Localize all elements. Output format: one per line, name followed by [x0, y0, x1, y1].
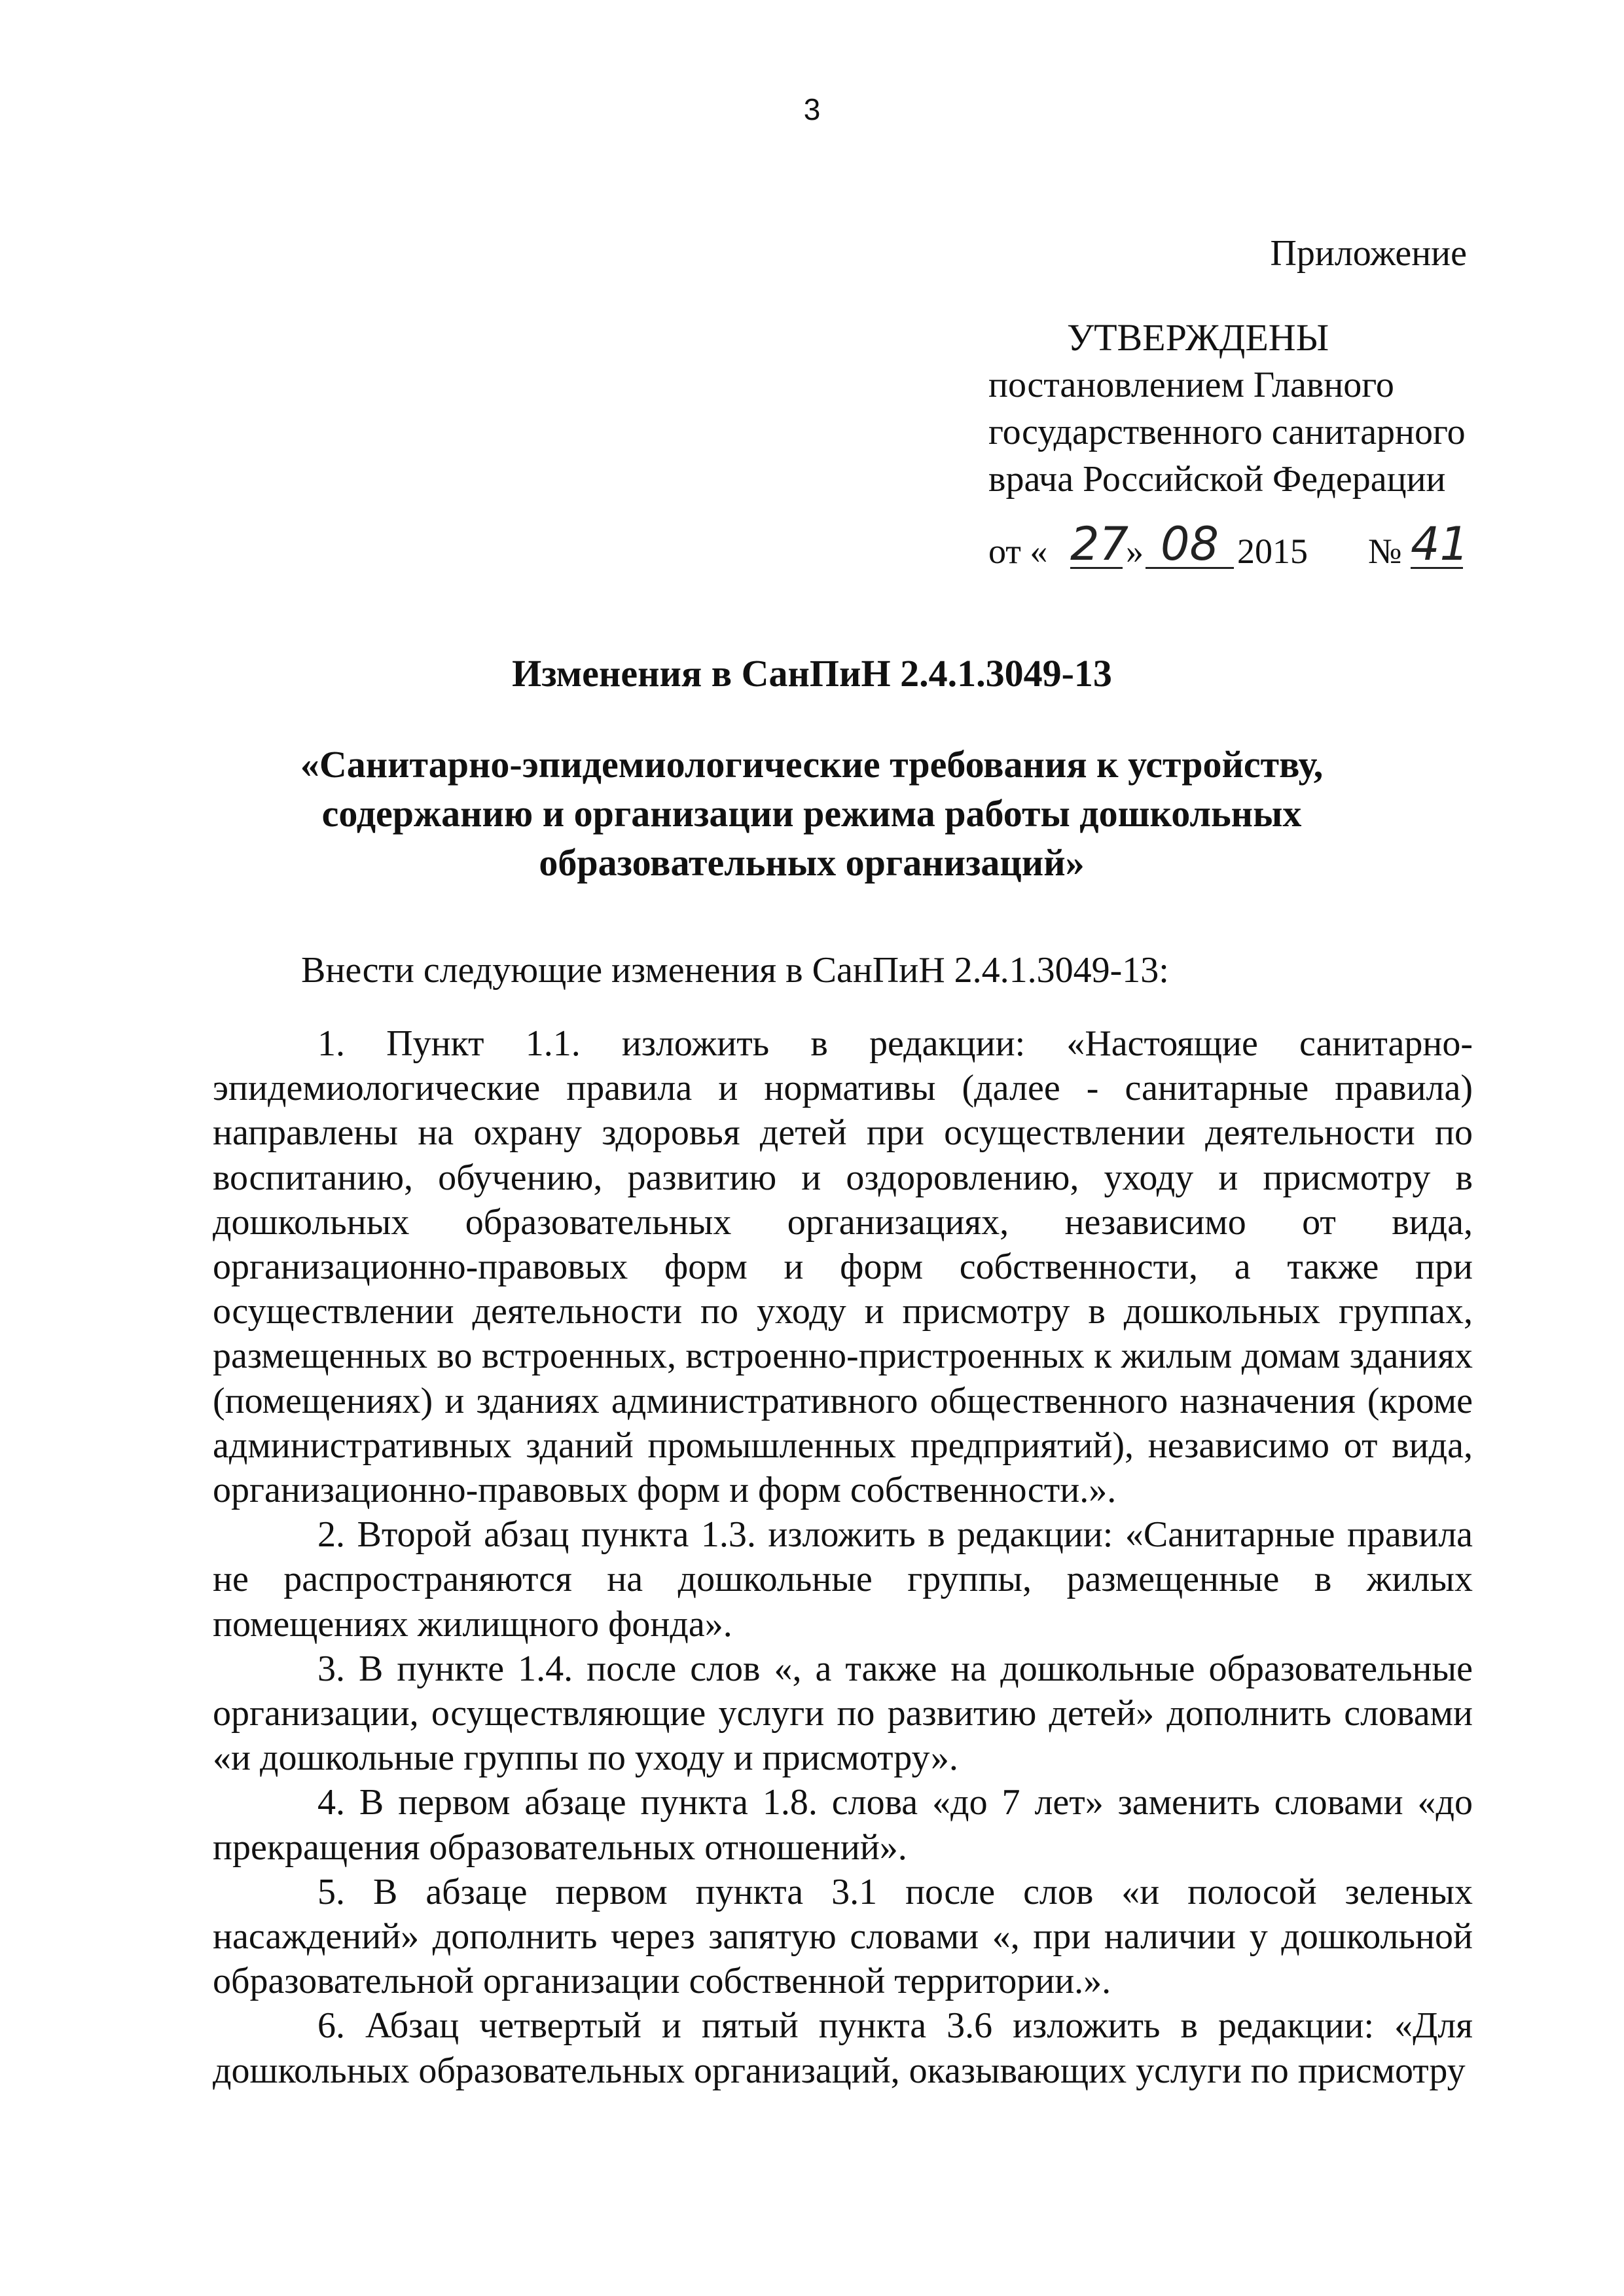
date-year: 2015 — [1237, 532, 1308, 571]
annex-label: Приложение — [1270, 233, 1467, 274]
subtitle-line: образовательных организаций» — [539, 841, 1085, 884]
amendment-item: 1. Пункт 1.1. изложить в редакции: «Настоящие санитарно-эпидемиологические правила и нормативы (далее - санитарные правила) направлены на охрану здоровья детей при осуществлении деятельности по воспитанию, обучению, развитию и оздоровлению, уходу и присмотру в дошкольных образовательных организациях, независимо от вида, организационно-правовых форм и форм собственности, а также при осуществлении деятельности по уходу и присмотру в дошкольных группах, размещенных во встроенных, встроенно-пристроенных к жилым домам зданиях (помещениях) и зданиях административного общественного назначения (кроме административных зданий промышленных предприятий), независимо от вида, организационно-правовых форм и форм собственности.». — [213, 1023, 1473, 1511]
date-middle: » — [1126, 532, 1144, 571]
approval-line: врача Российской Федерации — [988, 459, 1446, 500]
page-number: 3 — [803, 92, 821, 126]
amendments-list — [213, 1021, 1473, 2093]
amendment-item: 4. В первом абзаце пункта 1.8. слова «до 7 лет» заменить словами «до прекращения образовательных отношений». — [213, 1782, 1473, 1868]
date-prefix: от « — [988, 532, 1048, 571]
document-title: Изменения в СанПиН 2.4.1.3049-13 — [512, 652, 1112, 695]
amendment-item: 6. Абзац четвертый и пятый пункта 3.6 изложить в редакции: «Для дошкольных образовательных организаций, оказывающих услуги по присмотру — [213, 2005, 1473, 2091]
date-day-handwritten: 27 — [1070, 517, 1129, 571]
number-handwritten: 41 — [1411, 517, 1470, 571]
approval-line: постановлением Главного — [988, 365, 1394, 405]
intro-text: Внести следующие изменения в СанПиН 2.4.1.3049-13: — [301, 950, 1169, 991]
date-month-handwritten: 08 — [1146, 521, 1234, 569]
subtitle-line: содержанию и организации режима работы дошкольных — [321, 792, 1302, 835]
approval-title: УТВЕРЖДЕНЫ — [1067, 316, 1329, 359]
number-label: № — [1368, 532, 1402, 571]
document-subtitle — [249, 740, 1375, 887]
amendment-item: 3. В пункте 1.4. после слов «, а также на дошкольные образовательные организации, осуществляющие услуги по развитию детей» дополнить словами «и дошкольные группы по уходу и присмотру». — [213, 1648, 1473, 1779]
amendment-item: 5. В абзаце первом пункта 3.1 после слов «и полосой зеленых насаждений» дополнить через запятую словами «, при наличии у дошкольной образовательной организации собственной территории.». — [213, 1871, 1473, 2002]
amendment-item: 2. Второй абзац пункта 1.3. изложить в редакции: «Санитарные правила не распространяются на дошкольные группы, размещенные в жилых помещениях жилищного фонда». — [213, 1514, 1473, 1645]
approval-line: государственного санитарного — [988, 412, 1466, 452]
subtitle-line: «Санитарно-эпидемиологические требования к устройству, — [300, 743, 1324, 786]
approval-block — [988, 314, 1512, 503]
approval-date — [988, 517, 1473, 579]
